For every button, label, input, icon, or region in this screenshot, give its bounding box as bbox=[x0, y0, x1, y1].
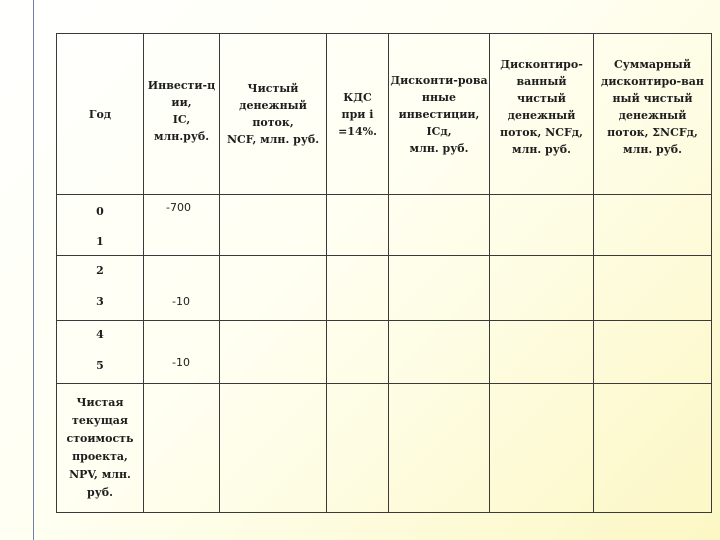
cumulative-cash-flow-cell bbox=[594, 195, 712, 256]
net-cash-flow-cell bbox=[220, 256, 327, 321]
year-cell: 4 5 bbox=[57, 321, 144, 384]
table-row bbox=[57, 321, 712, 384]
header-discount-factor: КДС при i =14%. bbox=[327, 34, 389, 195]
investment-cell: -700 bbox=[144, 195, 220, 256]
npv-label: Чистая текущая стоимость проекта, NPV, млн. руб. bbox=[57, 384, 144, 513]
npv-discounted-investment-cell bbox=[389, 384, 490, 513]
investment-cell: -10 bbox=[144, 321, 220, 384]
header-discounted-cash-flow: Дисконтиро- ванный чистый денежный поток, NCFд, млн. руб. bbox=[490, 34, 594, 195]
investment-cell: -10 bbox=[144, 256, 220, 321]
npv-row bbox=[57, 384, 712, 513]
npv-investment-cell bbox=[144, 384, 220, 513]
discount-factor-cell bbox=[327, 195, 389, 256]
npv-discount-factor-cell bbox=[327, 384, 389, 513]
slide-left-rule bbox=[33, 0, 34, 540]
discounted-investment-cell bbox=[389, 256, 490, 321]
table-row bbox=[57, 256, 712, 321]
table-row bbox=[57, 195, 712, 256]
discounted-investment-cell bbox=[389, 321, 490, 384]
discount-factor-cell bbox=[327, 256, 389, 321]
net-cash-flow-cell bbox=[220, 195, 327, 256]
year-cell: 2 3 bbox=[57, 256, 144, 321]
discounted-cash-flow-cell bbox=[490, 321, 594, 384]
discount-factor-cell bbox=[327, 321, 389, 384]
header-discounted-investment: Дисконти-рова нные инвестиции, ICд, млн. руб. bbox=[389, 34, 490, 195]
discounted-cash-flow-cell bbox=[490, 195, 594, 256]
header-row bbox=[57, 34, 712, 195]
cumulative-cash-flow-cell bbox=[594, 321, 712, 384]
npv-cumulative-cash-flow-cell bbox=[594, 384, 712, 513]
discounted-investment-cell bbox=[389, 195, 490, 256]
header-net-cash-flow: Чистый денежный поток, NCF, млн. руб. bbox=[220, 34, 327, 195]
npv-net-cash-flow-cell bbox=[220, 384, 327, 513]
cumulative-cash-flow-cell bbox=[594, 256, 712, 321]
net-cash-flow-cell bbox=[220, 321, 327, 384]
npv-table bbox=[56, 33, 712, 513]
npv-discounted-cash-flow-cell bbox=[490, 384, 594, 513]
header-year: Год bbox=[57, 34, 144, 195]
header-cumulative-discounted-cash-flow: Суммарный дисконтиро-ван ный чистый денежный поток, ΣNCFд, млн. руб. bbox=[594, 34, 712, 195]
header-investment: Инвести-ц ии, IC, млн.руб. bbox=[144, 34, 220, 195]
year-cell: 0 1 bbox=[57, 195, 144, 256]
discounted-cash-flow-cell bbox=[490, 256, 594, 321]
